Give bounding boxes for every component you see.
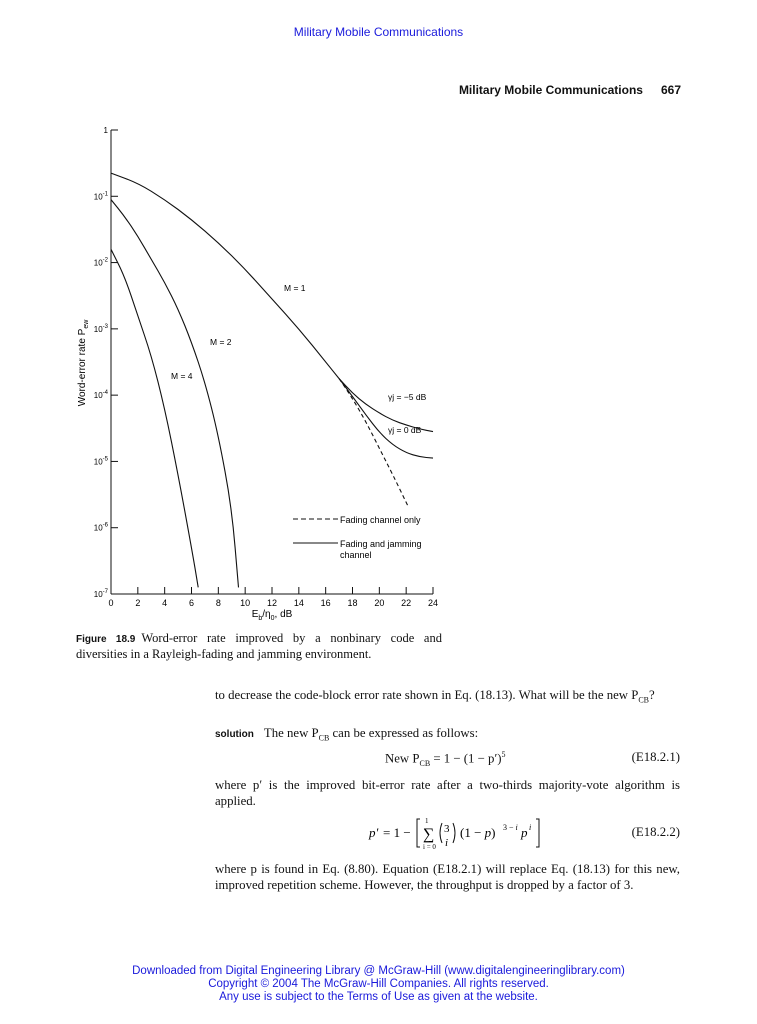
svg-text:i = 0: i = 0 (423, 843, 436, 851)
x-tick-label: 18 (347, 598, 358, 608)
eq1-lhs: New P (385, 751, 420, 766)
footer-line-3: Any use is subject to the Terms of Use as given at the website. (219, 991, 538, 1003)
svg-text:= 1 −: = 1 − (383, 825, 411, 840)
curve--j-5-db (339, 379, 433, 432)
svg-text:p′: p′ (369, 825, 379, 840)
paragraph-1-sub: CB (638, 695, 650, 705)
top-link[interactable]: Military Mobile Communications (293, 25, 464, 39)
y-tick-label: $10^{-5}$ (93, 456, 108, 467)
y-axis-title: Word-error rate $P_{ew}$ (77, 319, 90, 407)
equation-1-body (385, 750, 506, 768)
solution-paragraph (215, 725, 680, 747)
figure-label: Figure 18.9 (76, 634, 136, 645)
y-tick-label: $10^{-7}$ (93, 589, 108, 599)
y-tick-label: $10^{-3}$ (93, 323, 108, 334)
svg-text:(1 − p): (1 − p) (460, 825, 496, 840)
solution-text: The new P (263, 726, 319, 740)
solution-sub: CB (318, 733, 330, 743)
paragraph-2: where p′ is the improved bit-error rate after a two-thirds majority-vote algorithm is applied. (215, 778, 680, 808)
svg-text:i: i (445, 837, 449, 849)
x-tick-label: 8 (215, 598, 221, 608)
y-tick-label: $10^{-4}$ (93, 390, 108, 401)
equation-1-number: (E18.2.1) (631, 750, 680, 764)
chart-curves (111, 173, 433, 587)
y-tick-label: $10^{-2}$ (93, 257, 108, 268)
page-number: 667 (660, 83, 681, 97)
x-tick-label: 24 (427, 598, 439, 608)
chart-labels (171, 283, 427, 435)
svg-text:3: 3 (444, 823, 450, 835)
footer-line-1[interactable]: Downloaded from Digital Engineering Library @ McGraw-Hill (www.digitalengineeringlibrary.com) (132, 965, 625, 977)
eq1-sup: 5 (501, 750, 506, 759)
x-tick-label: 16 (320, 598, 331, 608)
curve-label: M = 1 (284, 283, 306, 293)
curve--j-0-db (339, 379, 433, 459)
curve-label: M = 2 (210, 337, 232, 347)
solution-label: solution (215, 729, 254, 740)
eq1-rhs: = 1 − (1 − p′) (430, 751, 502, 766)
x-tick-label: 12 (266, 598, 278, 608)
figure-caption (76, 631, 442, 662)
x-tick-label: 2 (135, 598, 141, 608)
solution-end: can be expressed as follows: (329, 726, 479, 740)
x-tick-label: 4 (162, 598, 168, 608)
curve-label: γj = −5 dB (388, 392, 427, 402)
equation-2-formula (365, 815, 565, 851)
curve-label: M = 4 (171, 371, 193, 381)
footer (0, 965, 757, 1004)
x-tick-label: 10 (240, 598, 251, 608)
svg-text:1: 1 (425, 817, 429, 825)
x-axis-title: $E_b/\eta_0$, dB (251, 609, 293, 622)
svg-text:3 − i: 3 − i (503, 823, 518, 832)
paragraph-1-text: to decrease the code-block error rate shown in Eq. (18.13). What will be the new P (215, 688, 639, 702)
svg-text:p: p (521, 825, 528, 840)
curve-label: γj = 0 dB (388, 425, 422, 435)
paragraph-1-end: ? (649, 688, 655, 702)
svg-text:∑: ∑ (423, 826, 435, 843)
x-tick-label: 6 (188, 598, 195, 608)
running-title: Military Mobile Communications (458, 83, 643, 97)
footer-line-2: Copyright © 2004 The McGraw-Hill Companies. All rights reserved. (208, 978, 549, 990)
equation-2-number: (E18.2.2) (631, 825, 680, 839)
x-tick-label: 14 (293, 598, 304, 608)
chart-legend (293, 515, 424, 560)
curve-m-4 (111, 249, 198, 587)
curve-m-1 (111, 173, 339, 379)
paragraph-1 (215, 687, 680, 709)
curve-m-2 (111, 200, 239, 588)
svg-text:i: i (529, 823, 532, 832)
legend-solid-label: Fading and jamming channel (340, 539, 422, 560)
x-tick-label: 0 (108, 598, 114, 608)
y-tick-label: 1 (103, 126, 108, 135)
eq1-sub: CB (419, 758, 431, 768)
equation-e18-2-1 (215, 750, 680, 768)
y-tick-label: $10^{-6}$ (93, 522, 108, 533)
y-tick-label: $10^{-1}$ (93, 191, 108, 202)
figure-caption-text: Word-error rate improved by a nonbinary code and diversities in a Rayleigh-fading and jamming environment. (76, 631, 442, 661)
x-tick-label: 20 (374, 598, 385, 608)
equation-e18-2-2 (215, 815, 680, 851)
legend-dashed-label: Fading channel only (340, 515, 421, 525)
chart-ticks (94, 126, 438, 608)
paragraph-3: where p is found in Eq. (8.80). Equation (E18.2.1) will replace Eq. (18.13) for this new, improved repetition scheme. However, the throughput is dropped by a factor of 3. (215, 862, 680, 892)
x-tick-label: 22 (401, 598, 412, 608)
